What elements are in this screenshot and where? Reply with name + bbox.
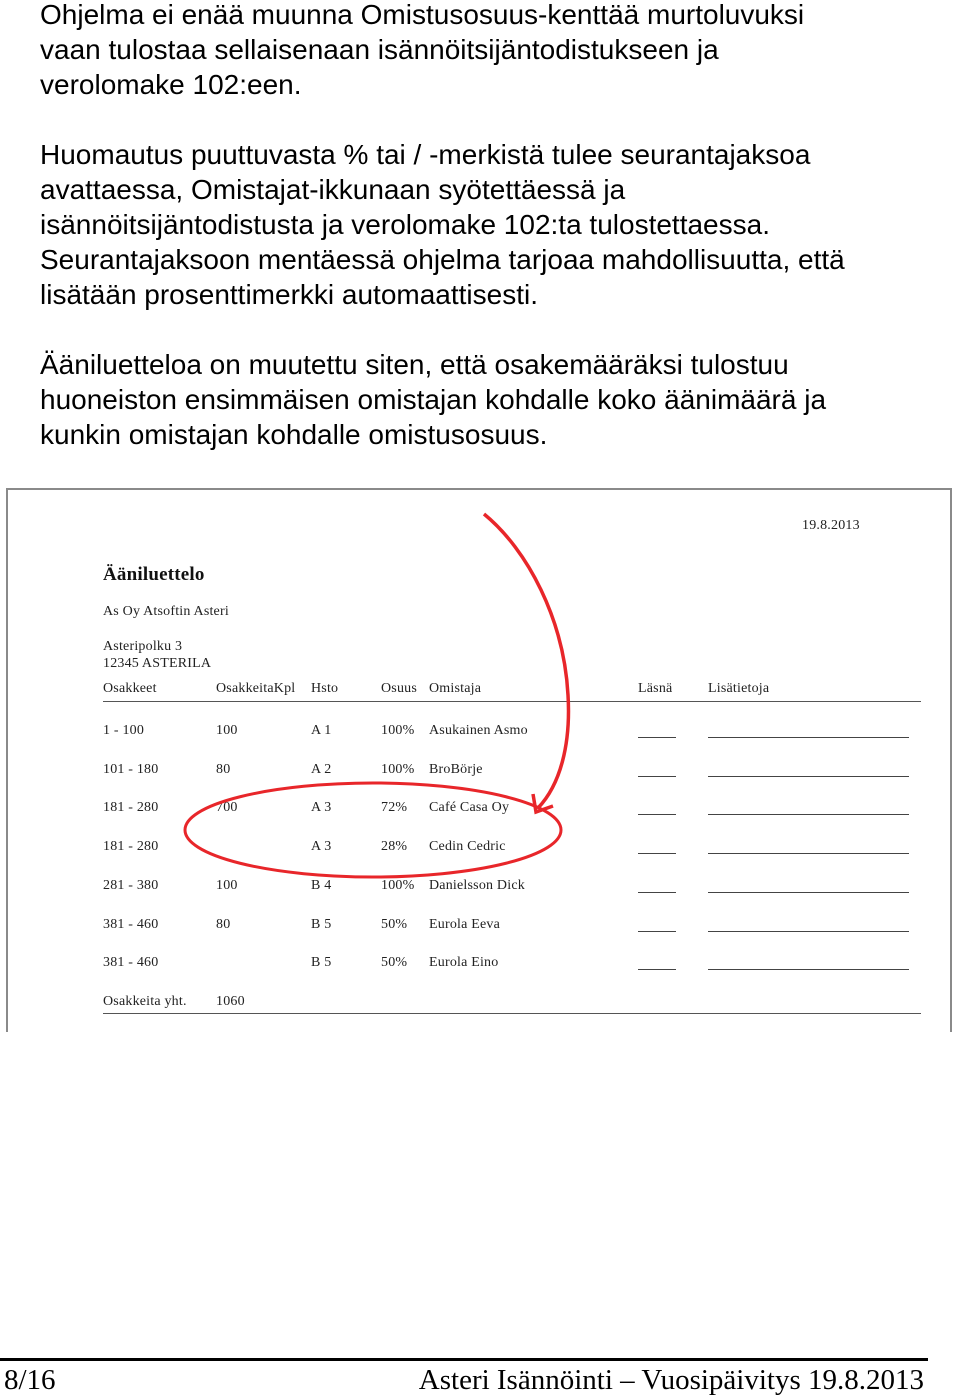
cell-hsto: A 3	[311, 839, 332, 854]
col-header-osakkeet: Osakkeet	[103, 681, 157, 696]
cell-osakkeet: 181 - 280	[103, 839, 159, 854]
notice-paragraph	[40, 137, 940, 312]
highlight-ellipse	[185, 783, 561, 877]
report-title: Ääniluettelo	[103, 564, 205, 585]
text-line: vaan tulostaa sellaisenaan isännöitsijäntodistukseen ja	[40, 34, 719, 65]
cell-omistaja: Café Casa Oy	[429, 800, 510, 815]
cell-osuus: 50%	[381, 955, 408, 970]
cell-osakkeet: 381 - 460	[103, 955, 159, 970]
text-line: isännöitsijäntodistusta ja verolomake 102:ta tulostettaessa.	[40, 209, 770, 240]
col-header-hsto: Hsto	[311, 681, 339, 696]
text-line: Ohjelma ei enää muunna Omistusosuus-kenttää murtoluvuksi	[40, 0, 805, 30]
address-street: Asteripolku 3	[103, 639, 183, 654]
voting-list-paragraph	[40, 347, 940, 452]
cell-omistaja: Cedin Cedric	[429, 839, 506, 854]
cell-osuus: 100%	[381, 723, 415, 738]
col-header-omistaja: Omistaja	[429, 681, 482, 696]
text-line: Huomautus puuttuvasta % tai / -merkistä tulee seurantajaksoa	[40, 139, 811, 170]
cell-kpl: 100	[216, 878, 238, 893]
voting-list-screenshot	[6, 488, 952, 1032]
col-header-lasna: Läsnä	[638, 681, 673, 696]
footer-title: Asteri Isännöinti – Vuosipäivitys 19.8.2013	[418, 1364, 924, 1396]
cell-osakkeet: 281 - 380	[103, 878, 159, 893]
cell-kpl: 700	[216, 800, 238, 815]
cell-hsto: B 4	[311, 878, 332, 893]
intro-paragraph	[40, 0, 940, 102]
text-line: kunkin omistajan kohdalle omistusosuus.	[40, 419, 548, 450]
cell-osuus: 100%	[381, 762, 415, 777]
cell-osakkeet: 381 - 460	[103, 917, 159, 932]
text-line: Seurantajaksoon mentäessä ohjelma tarjoaa mahdollisuutta, että	[40, 244, 845, 275]
text-line: lisätään prosenttimerkki automaattisesti.	[40, 279, 538, 310]
cell-osuus: 28%	[381, 839, 408, 854]
cell-hsto: A 1	[311, 723, 332, 738]
text-line: huoneiston ensimmäisen omistajan kohdalle koko äänimäärä ja	[40, 384, 827, 415]
cell-hsto: A 3	[311, 800, 332, 815]
cell-kpl: 80	[216, 917, 231, 932]
report-date: 19.8.2013	[802, 518, 860, 533]
footer-rule	[0, 1358, 928, 1361]
cell-hsto: B 5	[311, 917, 332, 932]
cell-omistaja: Asukainen Asmo	[429, 723, 528, 738]
cell-hsto: B 5	[311, 955, 332, 970]
annotation-arrow	[484, 514, 568, 808]
text-line: avattaessa, Omistajat-ikkunaan syötettäessä ja	[40, 174, 626, 205]
address-city: 12345 ASTERILA	[103, 656, 212, 671]
text-line: Ääniluetteloa on muutettu siten, että osakemääräksi tulostuu	[40, 349, 789, 380]
cell-osuus: 72%	[381, 800, 408, 815]
cell-osuus: 50%	[381, 917, 408, 932]
col-header-osuus: Osuus	[381, 681, 418, 696]
cell-omistaja: Danielsson Dick	[429, 878, 525, 893]
page-number: 8/16	[4, 1364, 56, 1396]
cell-hsto: A 2	[311, 762, 332, 777]
cell-osuus: 100%	[381, 878, 415, 893]
cell-osakkeet: 101 - 180	[103, 762, 159, 777]
cell-osakkeet: 1 - 100	[103, 723, 145, 738]
cell-omistaja: Eurola Eino	[429, 955, 499, 970]
total-label: Osakkeita yht.	[103, 994, 187, 1009]
cell-kpl: 100	[216, 723, 238, 738]
annotation-overlay	[8, 490, 952, 1032]
col-header-lisatietoja: Lisätietoja	[708, 681, 770, 696]
col-header-kpl: OsakkeitaKpl	[216, 681, 296, 696]
cell-omistaja: Eurola Eeva	[429, 917, 500, 932]
cell-kpl: 80	[216, 762, 231, 777]
total-value: 1060	[216, 994, 245, 1009]
cell-osakkeet: 181 - 280	[103, 800, 159, 815]
company-name: As Oy Atsoftin Asteri	[103, 604, 229, 619]
text-line: verolomake 102:een.	[40, 69, 302, 100]
cell-omistaja: BroBörje	[429, 762, 483, 777]
